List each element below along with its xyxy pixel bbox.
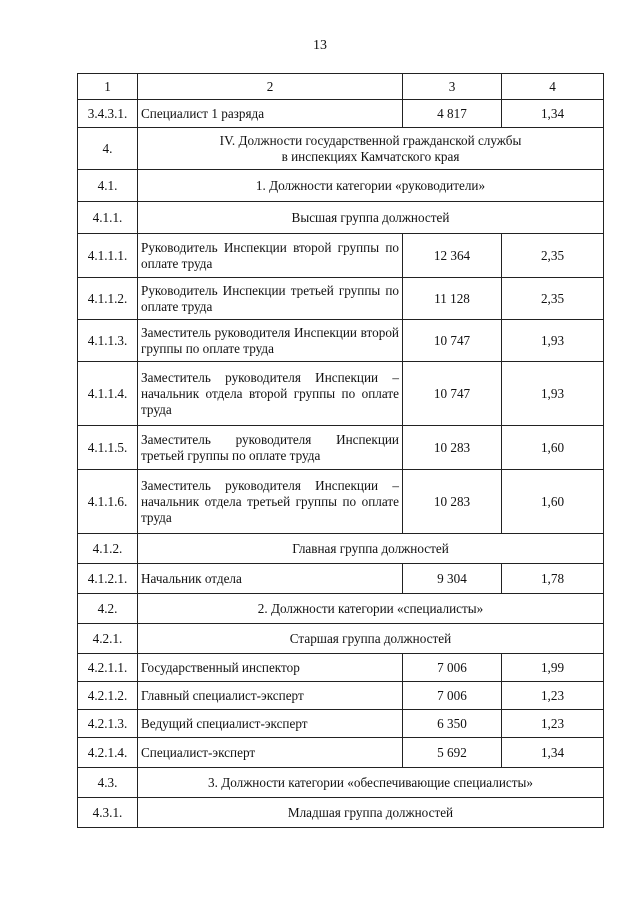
table-row	[78, 738, 604, 768]
cell-number: 4.1.2.	[78, 534, 138, 564]
table-row	[78, 654, 604, 682]
cell-coefficient: 1,60	[502, 426, 604, 470]
table-section-row	[78, 128, 604, 170]
table-section-row	[78, 202, 604, 234]
cell-coefficient: 1,93	[502, 320, 604, 362]
table-section-row	[78, 768, 604, 798]
cell-number: 4.1.1.2.	[78, 278, 138, 320]
header-col-1: 1	[78, 74, 138, 100]
table-row	[78, 682, 604, 710]
cell-number: 4.1.1.3.	[78, 320, 138, 362]
cell-coefficient: 2,35	[502, 278, 604, 320]
cell-number: 4.1.1.5.	[78, 426, 138, 470]
cell-number: 4.2.	[78, 594, 138, 624]
cell-section-title: Младшая группа должностей	[138, 798, 604, 828]
cell-position-name: Специалист 1 разряда	[138, 100, 403, 128]
cell-salary: 6 350	[403, 710, 502, 738]
cell-number: 3.4.3.1.	[78, 100, 138, 128]
cell-number: 4.2.1.2.	[78, 682, 138, 710]
cell-number: 4.1.1.1.	[78, 234, 138, 278]
cell-section-title: Главная группа должностей	[138, 534, 604, 564]
cell-section-title: Старшая группа должностей	[138, 624, 604, 654]
cell-number: 4.2.1.4.	[78, 738, 138, 768]
table-row	[78, 710, 604, 738]
table-header-row	[78, 74, 604, 100]
cell-position-name: Государственный инспектор	[138, 654, 403, 682]
header-col-2: 2	[138, 74, 403, 100]
cell-position-name: Заместитель руководителя Инспекции – начальник отдела третьей группы по оплате труда	[138, 470, 403, 534]
table-row	[78, 564, 604, 594]
cell-number: 4.1.1.6.	[78, 470, 138, 534]
table-row	[78, 320, 604, 362]
cell-coefficient: 1,99	[502, 654, 604, 682]
cell-section-title: 2. Должности категории «специалисты»	[138, 594, 604, 624]
table-section-row	[78, 170, 604, 202]
cell-salary: 10 283	[403, 426, 502, 470]
cell-number: 4.3.	[78, 768, 138, 798]
header-col-3: 3	[403, 74, 502, 100]
cell-salary: 12 364	[403, 234, 502, 278]
cell-salary: 5 692	[403, 738, 502, 768]
cell-position-name: Руководитель Инспекции третьей группы по оплате труда	[138, 278, 403, 320]
header-col-4: 4	[502, 74, 604, 100]
cell-position-name: Ведущий специалист-эксперт	[138, 710, 403, 738]
cell-number: 4.1.1.	[78, 202, 138, 234]
table-row	[78, 362, 604, 426]
table-body	[78, 74, 604, 828]
table-row	[78, 100, 604, 128]
cell-coefficient: 1,34	[502, 100, 604, 128]
cell-salary: 10 283	[403, 470, 502, 534]
cell-position-name: Руководитель Инспекции второй группы по оплате труда	[138, 234, 403, 278]
cell-salary: 7 006	[403, 654, 502, 682]
table-row	[78, 470, 604, 534]
cell-salary: 11 128	[403, 278, 502, 320]
table-row	[78, 234, 604, 278]
table-row	[78, 426, 604, 470]
cell-number: 4.2.1.3.	[78, 710, 138, 738]
cell-salary: 7 006	[403, 682, 502, 710]
cell-number: 4.2.1.	[78, 624, 138, 654]
table-section-row	[78, 594, 604, 624]
table-section-row	[78, 624, 604, 654]
cell-number: 4.2.1.1.	[78, 654, 138, 682]
cell-position-name: Специалист-эксперт	[138, 738, 403, 768]
cell-position-name: Заместитель руководителя Инспекции второй группы по оплате труда	[138, 320, 403, 362]
cell-salary: 9 304	[403, 564, 502, 594]
cell-number: 4.3.1.	[78, 798, 138, 828]
cell-number: 4.	[78, 128, 138, 170]
cell-coefficient: 1,23	[502, 710, 604, 738]
cell-salary: 10 747	[403, 320, 502, 362]
cell-number: 4.1.2.1.	[78, 564, 138, 594]
page-number: 13	[313, 38, 327, 53]
cell-coefficient: 1,60	[502, 470, 604, 534]
table-section-row	[78, 534, 604, 564]
cell-section-title: Высшая группа должностей	[138, 202, 604, 234]
cell-position-name: Начальник отдела	[138, 564, 403, 594]
cell-number: 4.1.	[78, 170, 138, 202]
table-section-row	[78, 798, 604, 828]
cell-coefficient: 1,93	[502, 362, 604, 426]
table-row	[78, 278, 604, 320]
cell-section-title: IV. Должности государственной гражданской службы в инспекциях Камчатского края	[138, 128, 604, 170]
cell-section-title: 1. Должности категории «руководители»	[138, 170, 604, 202]
cell-coefficient: 1,78	[502, 564, 604, 594]
cell-coefficient: 2,35	[502, 234, 604, 278]
cell-position-name: Заместитель руководителя Инспекции – начальник отдела второй группы по оплате труда	[138, 362, 403, 426]
cell-position-name: Главный специалист-эксперт	[138, 682, 403, 710]
cell-coefficient: 1,34	[502, 738, 604, 768]
cell-coefficient: 1,23	[502, 682, 604, 710]
cell-position-name: Заместитель руководителя Инспекции третьей группы по оплате труда	[138, 426, 403, 470]
cell-salary: 10 747	[403, 362, 502, 426]
cell-salary: 4 817	[403, 100, 502, 128]
cell-number: 4.1.1.4.	[78, 362, 138, 426]
salary-table	[77, 73, 604, 828]
cell-section-title: 3. Должности категории «обеспечивающие специалисты»	[138, 768, 604, 798]
